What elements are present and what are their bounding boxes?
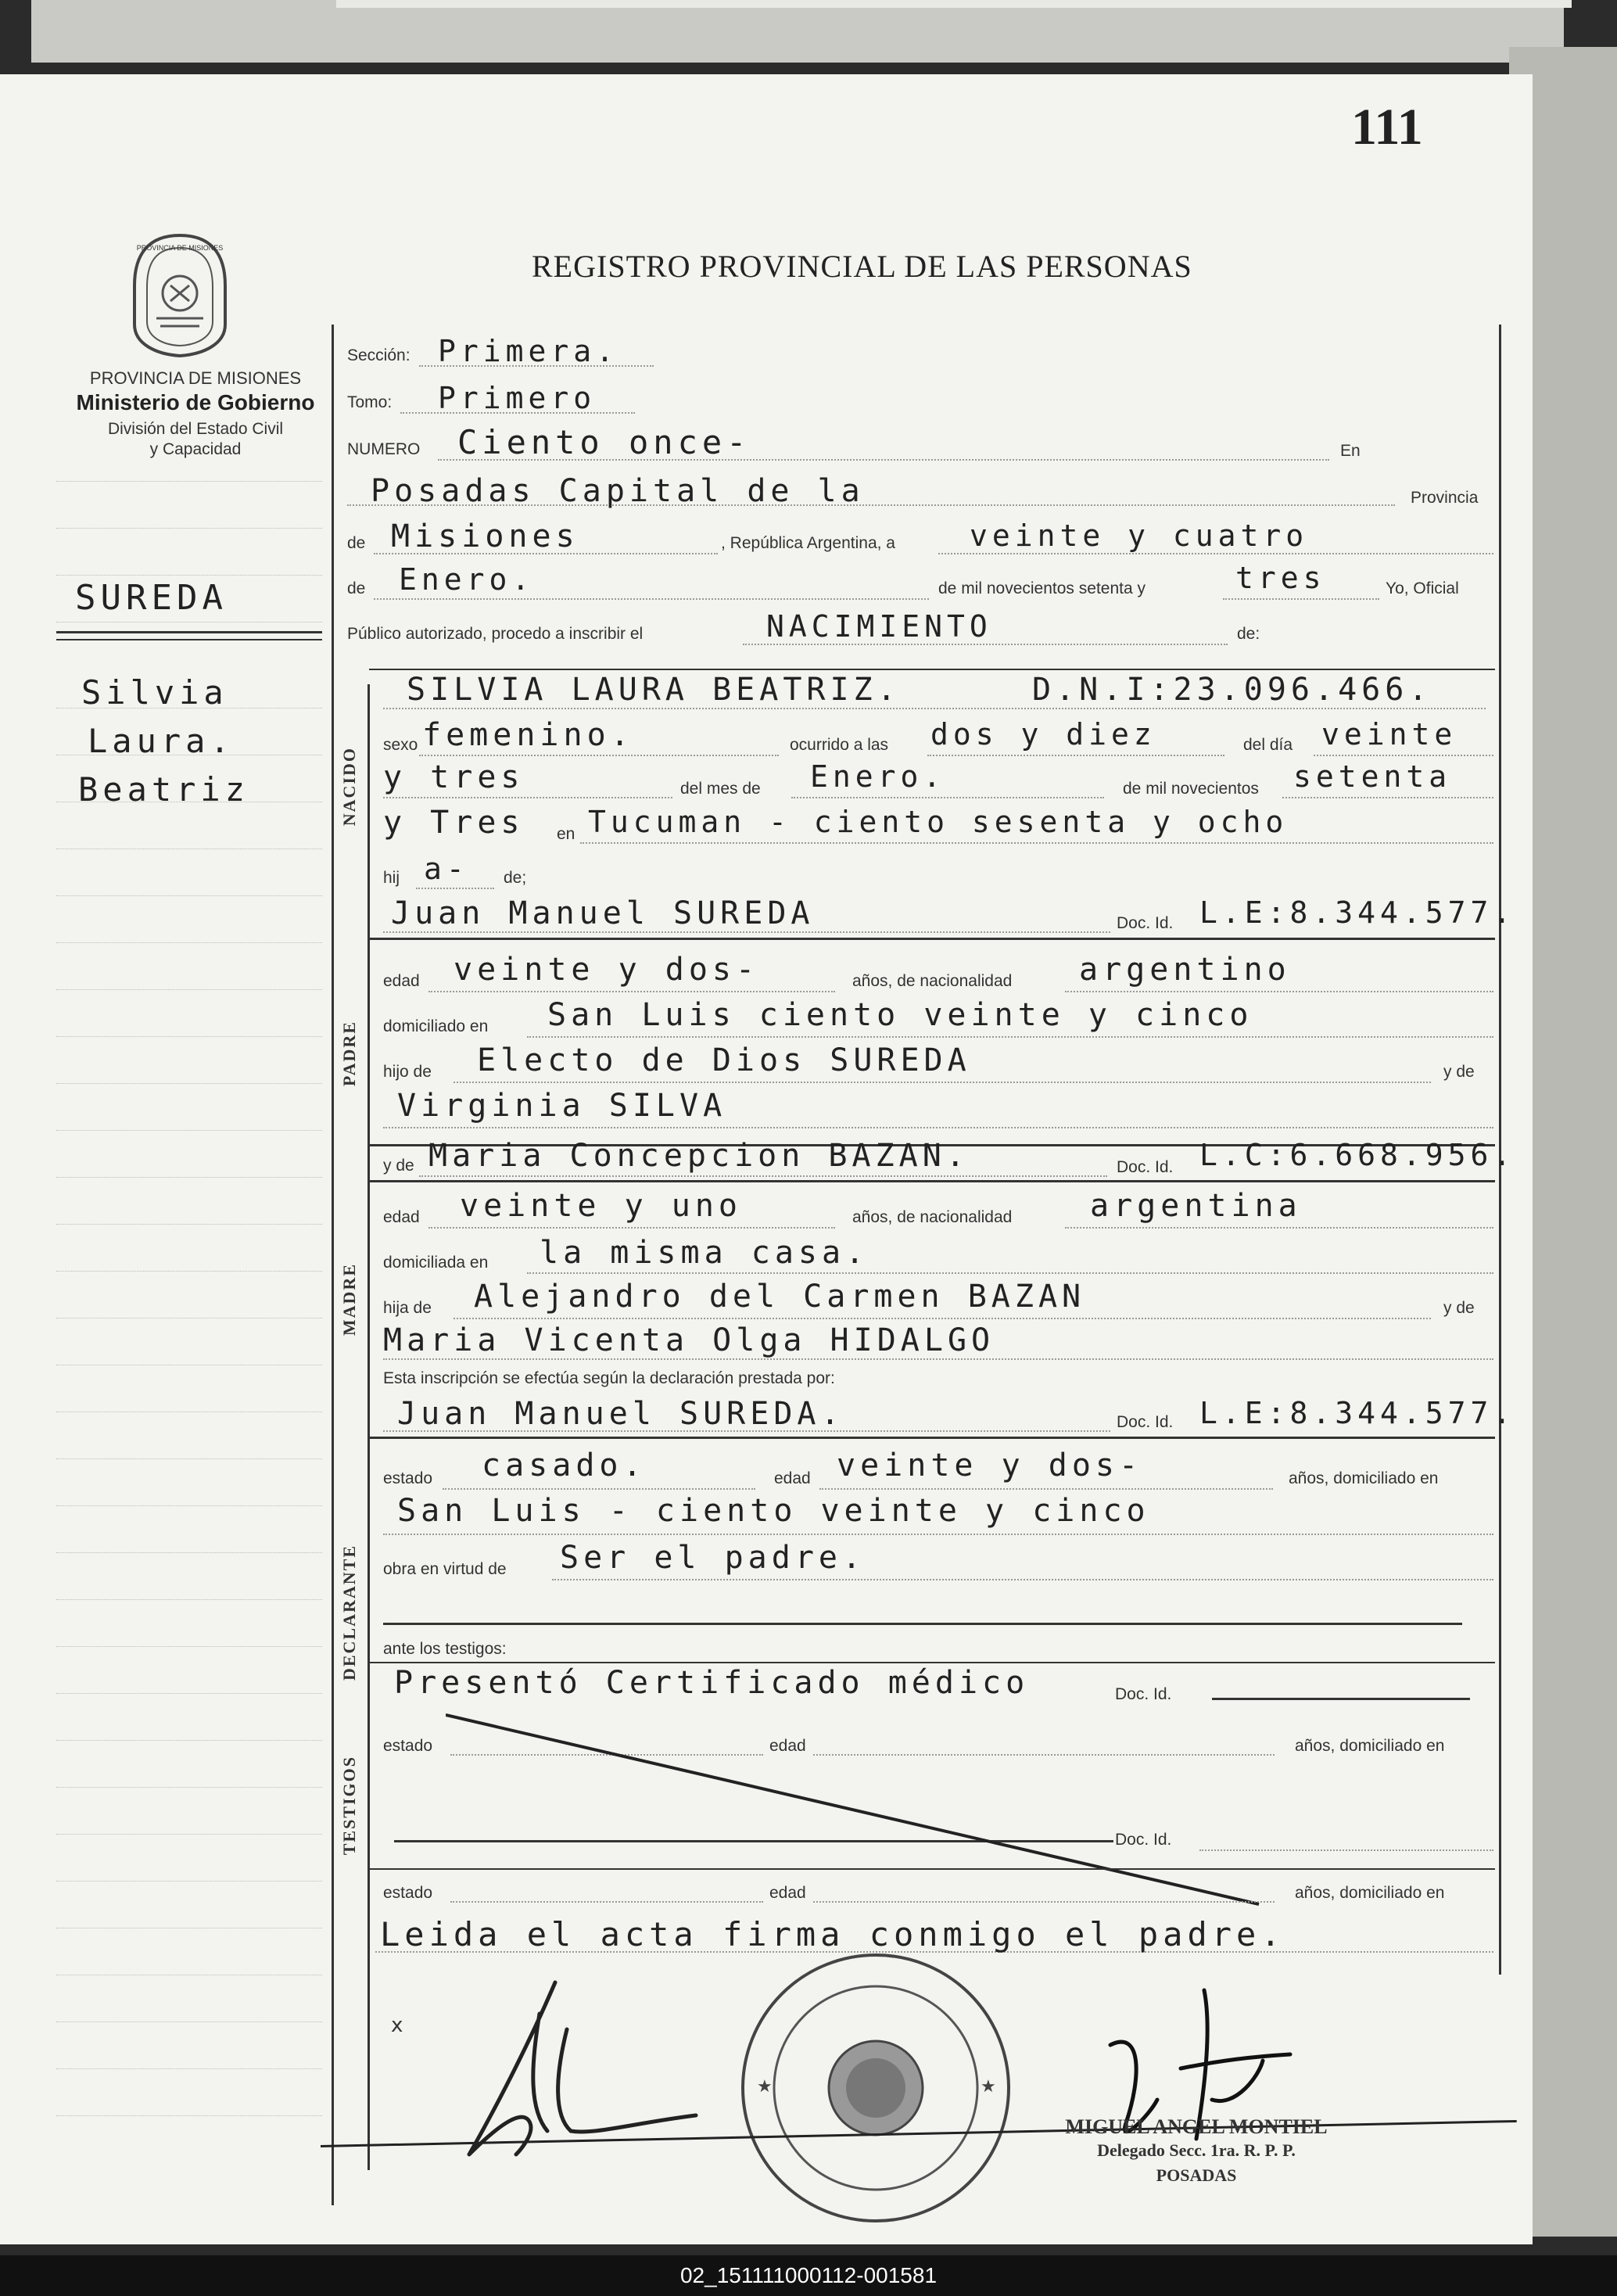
seal-text: PROVINCIA DE MISIONES <box>136 244 224 252</box>
hij-value: a- <box>424 852 469 886</box>
numero-label: NUMERO <box>347 440 421 458</box>
madre-nacionalidad: argentina <box>1090 1188 1302 1224</box>
provincia-label: Provincia <box>1411 489 1479 507</box>
hora-value: dos y diez <box>930 717 1156 752</box>
padre-madre-de: Virginia SILVA <box>397 1088 727 1124</box>
padre-nacionalidad: argentino <box>1079 952 1291 988</box>
anio-value-b: y Tres <box>383 805 525 841</box>
madre-doc-label: Doc. Id. <box>1117 1158 1174 1176</box>
declarante-estado: casado. <box>482 1448 647 1483</box>
del-dia-label: del día <box>1243 736 1293 754</box>
en-label: En <box>1340 442 1361 460</box>
testigos-estado-label: estado <box>383 1737 433 1755</box>
mil-novecientos-nacido-label: de mil novecientos <box>1123 780 1259 798</box>
testigos-doc2-label: Doc. Id. <box>1115 1831 1172 1849</box>
sexo-label: sexo <box>383 736 418 754</box>
de-label: de <box>347 534 366 552</box>
madre-doc: L.C:6.668.956. <box>1199 1138 1516 1172</box>
margin-rule <box>56 631 322 633</box>
svg-text:★: ★ <box>981 2077 996 2097</box>
provincia-value: Misiones <box>391 518 579 554</box>
padre-domicilio: San Luis ciento veinte y cinco <box>547 997 1253 1033</box>
declarante-nombre: Juan Manuel SUREDA. <box>397 1396 844 1432</box>
testigos-anios-label: años, domiciliado en <box>1295 1737 1445 1755</box>
dia-value-a: veinte <box>1321 717 1457 752</box>
page-number: 111 <box>1351 99 1423 156</box>
book-edge <box>31 0 1564 63</box>
testigos-doc-label: Doc. Id. <box>1115 1685 1172 1703</box>
testigos-section-label: TESTIGOS <box>339 1756 359 1856</box>
stamp-line-2: Delegado Secc. 1ra. R. P. P. <box>1097 2140 1296 2160</box>
padre-dom-label: domiciliado en <box>383 1017 489 1035</box>
ocurrido-label: ocurrido a las <box>790 736 889 754</box>
declarante-obra: Ser el padre. <box>560 1540 866 1576</box>
sexo-value: femenino. <box>422 717 634 753</box>
declarante-doc: L.E:8.344.577. <box>1199 1396 1516 1430</box>
seccion-label: Sección: <box>347 346 411 364</box>
testigos-texto: Presentó Certificado médico <box>394 1665 1030 1701</box>
fecha-mes-value: Enero. <box>399 562 535 597</box>
acto-value: NACIMIENTO <box>766 609 992 644</box>
cancel-slash-icon <box>446 1709 1384 1912</box>
fecha-anio-value: tres <box>1235 561 1326 595</box>
declarante-bottom-rule <box>383 1623 1462 1625</box>
padre-edad-label: edad <box>383 972 420 990</box>
svg-text:★: ★ <box>757 2077 773 2097</box>
declarante-anios-label: años, domiciliado en <box>1289 1469 1439 1487</box>
madre-domicilio: la misma casa. <box>540 1235 869 1271</box>
anio-value-a: setenta <box>1293 759 1452 794</box>
dia-value-b: y tres <box>383 759 525 795</box>
testigos-edad-label: edad <box>769 1737 806 1755</box>
testigos-top-rule <box>369 1662 1495 1663</box>
padre-nombre: Juan Manuel SUREDA <box>391 895 815 931</box>
declarante-domicilio: San Luis - ciento veinte y cinco <box>397 1493 1150 1529</box>
madre-section-label: MADRE <box>339 1263 359 1336</box>
declarante-obra-label: obra en virtud de <box>383 1560 507 1578</box>
lugar-value: Posadas Capital de la <box>371 473 865 509</box>
declarant-signature-icon <box>438 1967 719 2186</box>
nacido-top-rule <box>369 669 1495 670</box>
de-mes-label: de <box>347 579 366 597</box>
hij-label: hij <box>383 869 400 887</box>
madre-y-de-label: y de <box>383 1157 414 1175</box>
province-name: PROVINCIA DE MISIONES <box>89 368 302 388</box>
margin-given-name-1: Silvia <box>81 673 228 712</box>
madre-dom-label: domiciliada en <box>383 1254 489 1272</box>
round-stamp-icon <box>735 1947 1016 2229</box>
declarante-estado-label: estado <box>383 1469 433 1487</box>
madre-madre-de: Maria Vicenta Olga HIDALGO <box>383 1322 995 1358</box>
stamp-line-1: MIGUEL ANGEL MONTIEL <box>1065 2115 1328 2138</box>
tomo-label: Tomo: <box>347 393 393 411</box>
division-line-2: y Capacidad <box>149 440 242 458</box>
testigos-ante-label: ante los testigos: <box>383 1640 507 1658</box>
padre-y-de-label: y de <box>1443 1063 1475 1081</box>
publico-label: Público autorizado, procedo a inscribir el <box>347 625 644 643</box>
madre-y-de2-label: y de <box>1443 1299 1475 1317</box>
cierre-texto: Leida el acta firma conmigo el padre. <box>380 1915 1285 1953</box>
margin-given-name-2: Laura. <box>88 722 235 760</box>
madre-edad-label: edad <box>383 1208 420 1226</box>
margin-given-name-3: Beatriz <box>78 770 250 809</box>
padre-edad: veinte y dos- <box>454 952 760 988</box>
margin-rule-2 <box>56 639 322 640</box>
mes-value: Enero. <box>810 759 946 794</box>
page-title: REGISTRO PROVINCIAL DE LAS PERSONAS <box>532 249 1192 284</box>
archive-id: 02_151111000112-001581 <box>0 2255 1617 2296</box>
nacido-nombre: SILVIA LAURA BEATRIZ. <box>407 672 901 708</box>
frame-left-rule <box>332 325 334 2205</box>
padre-section-label: PADRE <box>339 1021 359 1087</box>
nacido-dni: D.N.I:23.096.466. <box>1032 672 1432 708</box>
declarante-doc-label: Doc. Id. <box>1117 1413 1174 1431</box>
numero-value: Ciento once- <box>457 423 751 461</box>
madre-padre-de: Alejandro del Carmen BAZAN <box>474 1279 1086 1315</box>
padre-doc-label: Doc. Id. <box>1117 914 1174 932</box>
declarante-intro: Esta inscripción se efectúa según la declaración prestada por: <box>383 1369 835 1387</box>
padre-doc: L.E:8.344.577. <box>1199 895 1516 930</box>
mil-novecientos-label: de mil novecientos setenta y <box>938 579 1146 597</box>
madre-rule-2 <box>369 1180 1495 1182</box>
stamp-line-3: POSADAS <box>1156 2165 1237 2185</box>
fecha-dia-value: veinte y cuatro <box>970 518 1309 553</box>
hij-de-label: de; <box>504 869 527 887</box>
padre-padre-de: Electo de Dios SUREDA <box>477 1042 971 1078</box>
declarante-edad-label: edad <box>774 1469 811 1487</box>
testigos-edad2-label: edad <box>769 1884 806 1902</box>
madre-nombre: Maria Concepcion BAZAN. <box>428 1138 970 1174</box>
republica-label: , República Argentina, a <box>721 534 895 552</box>
book-edge-strip <box>336 0 1572 8</box>
declarante-edad: veinte y dos- <box>837 1448 1143 1483</box>
nacido-lugar-value: Tucuman - ciento sesenta y ocho <box>588 805 1289 839</box>
madre-nac-label: años, de nacionalidad <box>852 1208 1013 1226</box>
padre-top-rule <box>369 938 1495 940</box>
madre-hija-label: hija de <box>383 1299 432 1317</box>
testigos-doc-line <box>1212 1698 1470 1700</box>
section-divider-rule <box>368 684 370 2170</box>
madre-edad: veinte y uno <box>460 1188 742 1224</box>
ministry-name: Ministerio de Gobierno <box>76 390 315 414</box>
testigos-estado2-label: estado <box>383 1884 433 1902</box>
de-dos-puntos-label: de: <box>1237 625 1260 643</box>
oficial-label: Yo, Oficial <box>1386 579 1459 597</box>
tomo-value: Primero <box>438 381 597 415</box>
nacido-en-label: en <box>557 825 575 843</box>
padre-nac-label: años, de nacionalidad <box>852 972 1013 990</box>
nacido-section-label: NACIDO <box>339 747 359 827</box>
margin-surname: SUREDA <box>75 578 228 618</box>
declarante-section-label: DECLARANTE <box>339 1544 359 1681</box>
padre-hijo-label: hijo de <box>383 1063 432 1081</box>
division-line-1: División del Estado Civil <box>107 420 284 438</box>
testigos-anios2-label: años, domiciliado en <box>1295 1884 1445 1902</box>
register-page <box>0 74 1533 2244</box>
sign-mark: x <box>391 2014 403 2037</box>
del-mes-label: del mes de <box>680 780 761 798</box>
declarante-top-rule <box>369 1437 1495 1439</box>
seccion-value: Primera. <box>438 334 619 368</box>
testigos-mid-rule <box>369 1868 1495 1870</box>
